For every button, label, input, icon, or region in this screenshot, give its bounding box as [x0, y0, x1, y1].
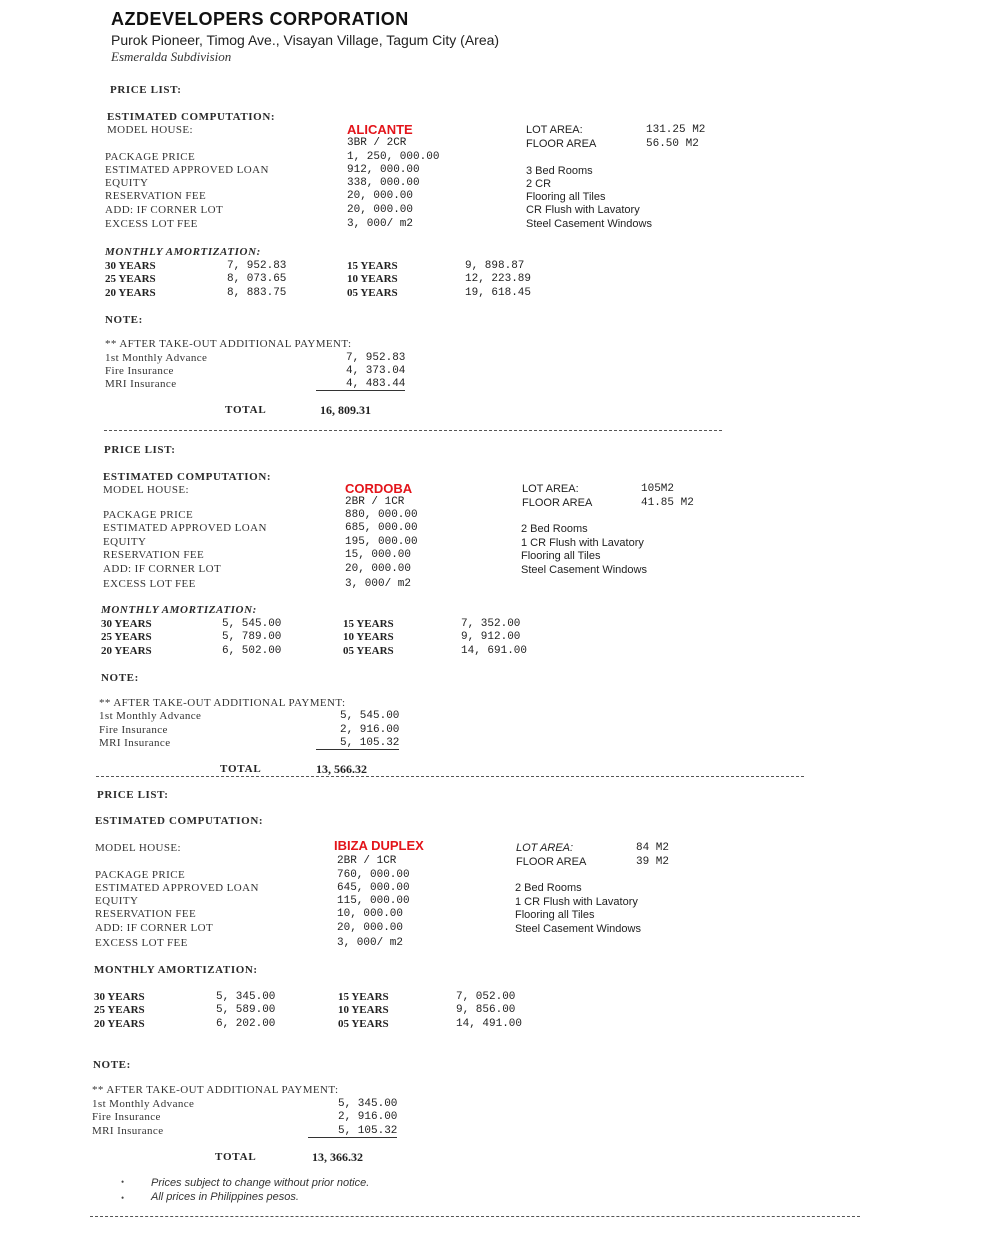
- note-heading: NOTE:: [105, 314, 143, 326]
- amort-value: 6, 202.00: [216, 1018, 276, 1030]
- mri-insurance-label: MRI Insurance: [92, 1125, 164, 1137]
- fire-insurance-value: 4, 373.04: [346, 365, 406, 377]
- company-name: AZDEVELOPERS CORPORATION: [111, 9, 409, 29]
- lot-area-label: LOT AREA:: [516, 842, 574, 854]
- floor-area-value: 56.50 M2: [646, 138, 699, 150]
- approved-loan-label: ESTIMATED APPROVED LOAN: [103, 522, 267, 534]
- feature-item: 3 Bed Rooms: [526, 165, 593, 177]
- reservation-value: 15, 000.00: [345, 549, 412, 561]
- monthly-amortization-heading: MONTHLY AMORTIZATION:: [101, 604, 257, 616]
- section-divider: [104, 430, 722, 431]
- package-price-value: 1, 250, 000.00: [347, 151, 440, 163]
- feature-item: Flooring all Tiles: [526, 191, 606, 203]
- note-heading: NOTE:: [101, 672, 139, 684]
- corner-lot-label: ADD: IF CORNER LOT: [103, 563, 222, 575]
- mri-insurance-label: MRI Insurance: [105, 378, 177, 390]
- term-label: 05 YEARS: [343, 645, 394, 657]
- floor-area-label: FLOOR AREA: [522, 497, 593, 509]
- total-value: 13, 366.32: [312, 1150, 363, 1164]
- model-config: 3BR / 2CR: [347, 137, 407, 149]
- amort-value: 14, 691.00: [461, 645, 528, 657]
- amort-value: 8, 883.75: [227, 287, 287, 299]
- bullet-icon: •: [121, 1177, 125, 1187]
- amort-value: 14, 491.00: [456, 1018, 523, 1030]
- corner-lot-label: ADD: IF CORNER LOT: [95, 922, 214, 934]
- first-monthly-label: 1st Monthly Advance: [105, 352, 208, 364]
- fire-insurance-label: Fire Insurance: [105, 365, 174, 377]
- mri-insurance-value: 5, 105.32: [308, 1125, 397, 1138]
- term-label: 30 YEARS: [101, 618, 152, 630]
- excess-lot-value: 3, 000/ m2: [345, 578, 412, 590]
- after-takeout-label: ** AFTER TAKE-OUT ADDITIONAL PAYMENT:: [105, 338, 352, 350]
- model-house-label: MODEL HOUSE:: [95, 842, 181, 854]
- lot-area-value: 105M2: [641, 483, 675, 495]
- first-monthly-value: 5, 545.00: [340, 710, 400, 722]
- model-name: ALICANTE: [347, 122, 413, 137]
- term-label: 25 YEARS: [101, 631, 152, 643]
- excess-lot-label: EXCESS LOT FEE: [103, 578, 196, 590]
- feature-item: Flooring all Tiles: [521, 550, 601, 562]
- company-address: Purok Pioneer, Timog Ave., Visayan Village, Tagum City (Area): [111, 32, 500, 48]
- amort-value: 9, 856.00: [456, 1004, 516, 1016]
- package-price-label: PACKAGE PRICE: [105, 151, 196, 163]
- term-label: 15 YEARS: [347, 260, 398, 272]
- first-monthly-label: 1st Monthly Advance: [92, 1098, 195, 1110]
- price-list-heading: PRICE LIST:: [104, 444, 176, 456]
- first-monthly-value: 7, 952.83: [346, 352, 406, 364]
- total-value: 13, 566.32: [316, 762, 367, 776]
- model-house-label: MODEL HOUSE:: [107, 124, 193, 136]
- model-name: CORDOBA: [345, 481, 413, 496]
- amort-value: 6, 502.00: [222, 645, 282, 657]
- model-house-label: MODEL HOUSE:: [103, 484, 189, 496]
- corner-lot-value: 20, 000.00: [347, 204, 414, 216]
- excess-lot-label: EXCESS LOT FEE: [105, 218, 198, 230]
- equity-value: 338, 000.00: [347, 177, 420, 189]
- term-label: 10 YEARS: [338, 1004, 389, 1016]
- subdivision-name: Esmeralda Subdivision: [111, 49, 232, 64]
- lot-area-label: LOT AREA:: [526, 124, 583, 136]
- fire-insurance-value: 2, 916.00: [338, 1111, 398, 1123]
- mri-insurance-label: MRI Insurance: [99, 737, 171, 749]
- amort-value: 9, 898.87: [465, 260, 525, 272]
- amort-value: 7, 352.00: [461, 618, 521, 630]
- floor-area-value: 41.85 M2: [641, 497, 694, 509]
- feature-item: Steel Casement Windows: [521, 564, 647, 576]
- estimated-heading: ESTIMATED COMPUTATION:: [107, 111, 276, 123]
- floor-area-label: FLOOR AREA: [516, 856, 587, 868]
- corner-lot-value: 20, 000.00: [345, 563, 412, 575]
- feature-item: 2 Bed Rooms: [515, 882, 582, 894]
- feature-item: Steel Casement Windows: [515, 923, 641, 935]
- package-price-label: PACKAGE PRICE: [95, 869, 186, 881]
- term-label: 10 YEARS: [347, 273, 398, 285]
- approved-loan-label: ESTIMATED APPROVED LOAN: [105, 164, 269, 176]
- excess-lot-value: 3, 000/ m2: [337, 937, 404, 949]
- reservation-value: 10, 000.00: [337, 908, 404, 920]
- term-label: 15 YEARS: [343, 618, 394, 630]
- bullet-icon: •: [121, 1193, 125, 1203]
- price-list-heading: PRICE LIST:: [110, 84, 182, 96]
- first-monthly-label: 1st Monthly Advance: [99, 710, 202, 722]
- after-takeout-label: ** AFTER TAKE-OUT ADDITIONAL PAYMENT:: [92, 1084, 339, 1096]
- term-label: 25 YEARS: [105, 273, 156, 285]
- amort-value: 7, 952.83: [227, 260, 287, 272]
- amort-value: 9, 912.00: [461, 631, 521, 643]
- package-price-value: 760, 000.00: [337, 869, 410, 881]
- term-label: 10 YEARS: [343, 631, 394, 643]
- estimated-heading: ESTIMATED COMPUTATION:: [103, 471, 272, 483]
- term-label: 30 YEARS: [94, 991, 145, 1003]
- estimated-heading: ESTIMATED COMPUTATION:: [95, 815, 264, 827]
- amort-value: 12, 223.89: [465, 273, 532, 285]
- reservation-label: RESERVATION FEE: [103, 549, 205, 561]
- equity-label: EQUITY: [103, 536, 147, 548]
- amort-value: 5, 545.00: [222, 618, 282, 630]
- feature-item: 1 CR Flush with Lavatory: [515, 896, 638, 908]
- feature-item: Steel Casement Windows: [526, 218, 652, 230]
- amort-value: 8, 073.65: [227, 273, 287, 285]
- fire-insurance-value: 2, 916.00: [340, 724, 400, 736]
- term-label: 30 YEARS: [105, 260, 156, 272]
- reservation-label: RESERVATION FEE: [105, 190, 207, 202]
- footnote: Prices subject to change without prior notice.: [151, 1177, 370, 1189]
- floor-area-value: 39 M2: [636, 856, 670, 868]
- term-label: 15 YEARS: [338, 991, 389, 1003]
- amort-value: 19, 618.45: [465, 287, 532, 299]
- monthly-amortization-heading: MONTHLY AMORTIZATION:: [94, 964, 258, 976]
- after-takeout-label: ** AFTER TAKE-OUT ADDITIONAL PAYMENT:: [99, 697, 346, 709]
- total-label: TOTAL: [220, 763, 262, 775]
- feature-item: Flooring all Tiles: [515, 909, 595, 921]
- approved-loan-value: 685, 000.00: [345, 522, 418, 534]
- equity-value: 195, 000.00: [345, 536, 418, 548]
- term-label: 20 YEARS: [94, 1018, 145, 1030]
- excess-lot-label: EXCESS LOT FEE: [95, 937, 188, 949]
- first-monthly-value: 5, 345.00: [338, 1098, 398, 1110]
- feature-item: 1 CR Flush with Lavatory: [521, 537, 644, 549]
- total-value: 16, 809.31: [320, 403, 371, 417]
- amort-value: 7, 052.00: [456, 991, 516, 1003]
- note-heading: NOTE:: [93, 1059, 131, 1071]
- package-price-value: 880, 000.00: [345, 509, 418, 521]
- footnote: All prices in Philippines pesos.: [151, 1191, 299, 1203]
- lot-area-value: 131.25 M2: [646, 124, 706, 136]
- term-label: 05 YEARS: [347, 287, 398, 299]
- section-divider: [96, 776, 804, 777]
- approved-loan-label: ESTIMATED APPROVED LOAN: [95, 882, 259, 894]
- equity-label: EQUITY: [105, 177, 149, 189]
- equity-label: EQUITY: [95, 895, 139, 907]
- reservation-label: RESERVATION FEE: [95, 908, 197, 920]
- total-label: TOTAL: [215, 1151, 257, 1163]
- total-label: TOTAL: [225, 404, 267, 416]
- corner-lot-value: 20, 000.00: [337, 922, 404, 934]
- lot-area-label: LOT AREA:: [522, 483, 579, 495]
- feature-item: 2 CR: [526, 178, 552, 190]
- monthly-amortization-heading: MONTHLY AMORTIZATION:: [105, 246, 261, 258]
- feature-item: CR Flush with Lavatory: [526, 204, 640, 216]
- fire-insurance-label: Fire Insurance: [99, 724, 168, 736]
- package-price-label: PACKAGE PRICE: [103, 509, 194, 521]
- term-label: 20 YEARS: [101, 645, 152, 657]
- floor-area-label: FLOOR AREA: [526, 138, 597, 150]
- model-config: 2BR / 1CR: [345, 496, 405, 508]
- approved-loan-value: 645, 000.00: [337, 882, 410, 894]
- corner-lot-label: ADD: IF CORNER LOT: [105, 204, 224, 216]
- page-divider: [90, 1216, 860, 1217]
- amort-value: 5, 589.00: [216, 1004, 276, 1016]
- excess-lot-value: 3, 000/ m2: [347, 218, 414, 230]
- mri-insurance-value: 4, 483.44: [316, 378, 405, 391]
- model-name: IBIZA DUPLEX: [334, 838, 424, 853]
- term-label: 25 YEARS: [94, 1004, 145, 1016]
- term-label: 20 YEARS: [105, 287, 156, 299]
- lot-area-value: 84 M2: [636, 842, 670, 854]
- amort-value: 5, 789.00: [222, 631, 282, 643]
- mri-insurance-value: 5, 105.32: [316, 737, 399, 750]
- feature-item: 2 Bed Rooms: [521, 523, 588, 535]
- model-config: 2BR / 1CR: [337, 855, 397, 867]
- amort-value: 5, 345.00: [216, 991, 276, 1003]
- reservation-value: 20, 000.00: [347, 190, 414, 202]
- price-list-heading: PRICE LIST:: [97, 789, 169, 801]
- approved-loan-value: 912, 000.00: [347, 164, 420, 176]
- fire-insurance-label: Fire Insurance: [92, 1111, 161, 1123]
- equity-value: 115, 000.00: [337, 895, 410, 907]
- term-label: 05 YEARS: [338, 1018, 389, 1030]
